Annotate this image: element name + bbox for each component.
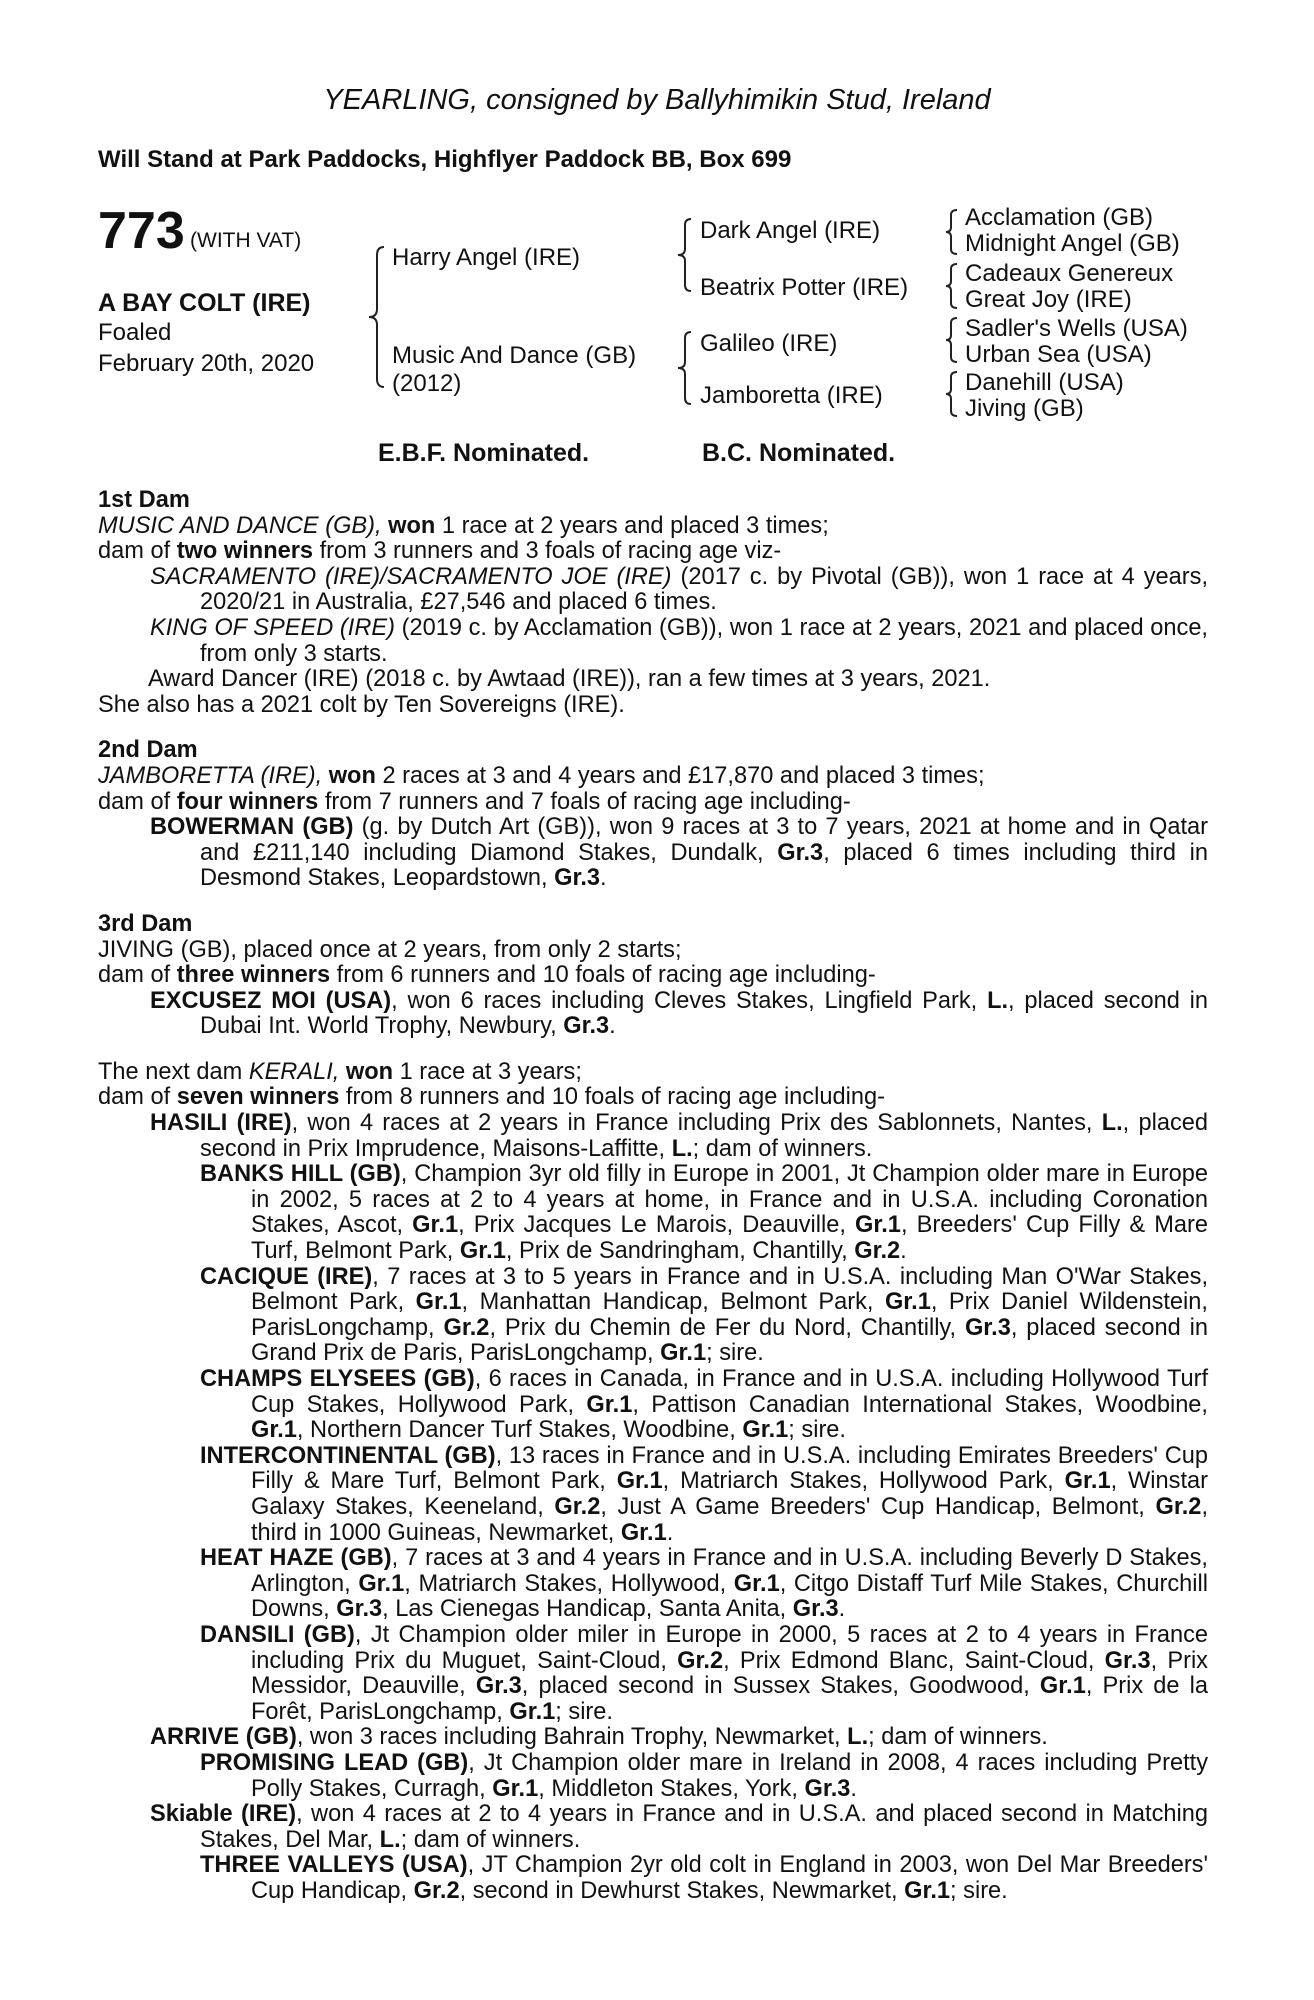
pedigree-brace-g1	[944, 208, 958, 256]
progeny-three-valleys: THREE VALLEYS (USA), JT Champion 2yr old colt in England in 2003, won Del Mar Breeders' Cup Handicap, Gr.2, second in Dewhurst Stakes, Newmarket, Gr.1; sire.	[200, 1852, 1208, 1904]
third-dam-progeny-1: EXCUSEZ MOI (USA), won 6 races including Cleves Stakes, Lingfield Park, L., placed second in Dubai Int. World Trophy, Newbury, Gr.3.	[150, 987, 1209, 1040]
lot-title: A BAY COLT (IRE)	[98, 289, 311, 317]
second-dam-heading: 2nd Dam	[98, 737, 198, 764]
progeny-hasili: HASILI (IRE), won 4 races at 2 years in France including Prix des Sablonnets, Nantes, L., placed second in Prix Imprudence, Maisons-Laffitte, L.; dam of winners.	[150, 1110, 1208, 1162]
second-dam-progeny-1: BOWERMAN (GB) (g. by Dutch Art (GB)), won 9 races at 3 to 7 years, 2021 at home and in Qatar and £211,140 including Diamond Stakes, Dundalk, Gr.3, placed 6 times including third in Desmond Stakes, Leopardstown, Gr.3.	[150, 814, 1209, 892]
pedigree-dam-year: (2012)	[392, 370, 462, 397]
lot-number: 773	[98, 202, 185, 260]
bc-nomination: B.C. Nominated.	[702, 439, 896, 467]
pedigree-g3-6: Urban Sea (USA)	[965, 341, 1152, 368]
pedigree-g3-1: Acclamation (GB)	[965, 204, 1154, 231]
progeny-cacique: CACIQUE (IRE), 7 races at 3 to 5 years in France and in U.S.A. including Man O'War Stakes, Belmont Park, Gr.1, Manhattan Handicap, Belmont Park, Gr.1, Prix Daniel Wildenstein, ParisLongchamp, Gr.2, Prix du Chemin de Fer du Nord, Chantilly, Gr.3, placed second in Grand Prix de Paris, ParisLongchamp, Gr.1; sire.	[200, 1263, 1209, 1367]
pedigree-g3-7: Danehill (USA)	[965, 369, 1124, 396]
first-dam-progeny-1: SACRAMENTO (IRE)/SACRAMENTO JOE (IRE) (2017 c. by Pivotal (GB)), won 1 race at 4 years, 2020/21 in Australia, £27,546 and placed 6 times.	[150, 563, 1208, 616]
pedigree-g3-5: Sadler's Wells (USA)	[965, 315, 1188, 342]
foaled-info	[98, 317, 314, 379]
pedigree-brace-g3	[944, 316, 958, 364]
pedigree-brace-g2	[944, 262, 958, 310]
pedigree-sire-sire: Dark Angel (IRE)	[700, 217, 881, 244]
consignor-line: YEARLING, consigned by Ballyhimikin Stud, Ireland	[323, 84, 991, 116]
first-dam-progeny-2: KING OF SPEED (IRE) (2019 c. by Acclamation (GB)), won 1 race at 2 years, 2021 and placed once, from only 3 starts.	[150, 614, 1208, 667]
stand-location: Will Stand at Park Paddocks, Highflyer Paddock BB, Box 699	[98, 146, 792, 173]
next-dam-line-1: The next dam KERALI, won 1 race at 3 years;	[98, 1058, 582, 1085]
catalogue-text	[98, 488, 1208, 1904]
progeny-dansili: DANSILI (GB), Jt Champion older miler in Europe in 2000, 5 races at 2 to 4 years in France including Prix du Muguet, Saint-Cloud, Gr.2, Prix Edmond Blanc, Saint-Cloud, Gr.3, Prix Messidor, Deauville, Gr.3, placed second in Sussex Stakes, Goodwood, Gr.1, Prix de la Forêt, ParisLongchamp, Gr.1; sire.	[200, 1621, 1209, 1725]
progeny-promising-lead: PROMISING LEAD (GB), Jt Champion older mare in Ireland in 2008, 4 races including Pretty Polly Stakes, Curragh, Gr.1, Middleton Stakes, York, Gr.3.	[200, 1749, 1208, 1802]
first-dam-line-2: dam of two winners from 3 runners and 3 foals of racing age viz-	[98, 538, 782, 565]
third-dam-line-1: JIVING (GB), placed once at 2 years, from only 2 starts;	[98, 936, 682, 963]
pedigree-sire-dam: Beatrix Potter (IRE)	[700, 274, 909, 301]
progeny-heat-haze: HEAT HAZE (GB), 7 races at 3 and 4 years in France and in U.S.A. including Beverly D Stakes, Arlington, Gr.1, Matriarch Stakes, Hollywood, Gr.1, Citgo Distaff Turf Mile Stakes, Churchill Downs, Gr.3, Las Cienegas Handicap, Santa Anita, Gr.3.	[200, 1545, 1208, 1623]
pedigree-brace-sire	[676, 217, 692, 293]
ebf-nomination: E.B.F. Nominated.	[378, 439, 590, 467]
pedigree-brace-g4	[944, 370, 958, 418]
next-dam-line-2: dam of seven winners from 8 runners and 10 foals of racing age including-	[98, 1084, 885, 1111]
pedigree-g3-4: Great Joy (IRE)	[965, 286, 1132, 313]
third-dam-line-2: dam of three winners from 6 runners and 10 foals of racing age including-	[98, 962, 876, 989]
first-dam-progeny-3: Award Dancer (IRE) (2018 c. by Awtaad (IRE)), ran a few times at 3 years, 2021.	[148, 666, 991, 693]
first-dam-note: She also has a 2021 colt by Ten Sovereigns (IRE).	[98, 691, 625, 718]
pedigree-sire: Harry Angel (IRE)	[392, 244, 581, 271]
pedigree-dam-sire: Galileo (IRE)	[700, 330, 838, 357]
pedigree-brace-main	[366, 245, 386, 390]
pedigree-dam: Music And Dance (GB)	[392, 342, 637, 369]
pedigree-brace-dam	[676, 330, 692, 406]
first-dam-heading: 1st Dam	[98, 487, 190, 513]
second-dam-line-2: dam of four winners from 7 runners and 7 foals of racing age including-	[98, 788, 851, 815]
second-dam-line-1: JAMBORETTA (IRE), won 2 races at 3 and 4 years and £17,870 and placed 3 times;	[98, 762, 985, 789]
pedigree-g3-3: Cadeaux Genereux	[965, 260, 1174, 287]
foaled-label: Foaled	[98, 319, 172, 346]
progeny-intercontinental: INTERCONTINENTAL (GB), 13 races in France and in U.S.A. including Emirates Breeders' Cup Filly & Mare Turf, Belmont Park, Gr.1, Matriarch Stakes, Hollywood Park, Gr.1, Winstar Galaxy Stakes, Keeneland, Gr.2, Just A Game Breeders' Cup Handicap, Belmont, Gr.2, third in 1000 Guineas, Newmarket, Gr.1.	[200, 1442, 1209, 1546]
pedigree-g3-8: Jiving (GB)	[965, 395, 1084, 422]
third-dam-heading: 3rd Dam	[98, 910, 193, 937]
first-dam-line-1: MUSIC AND DANCE (GB), won 1 race at 2 years and placed 3 times;	[98, 512, 829, 539]
vat-note: (WITH VAT)	[190, 229, 302, 252]
pedigree-dam-dam: Jamboretta (IRE)	[700, 382, 883, 409]
pedigree-g3-2: Midnight Angel (GB)	[965, 230, 1180, 257]
progeny-champs-elysees: CHAMPS ELYSEES (GB), 6 races in Canada, in France and in U.S.A. including Hollywood Turf Cup Stakes, Hollywood Park, Gr.1, Pattison Canadian International Stakes, Woodbine, Gr.1, Northern Dancer Turf Stakes, Woodbine, Gr.1; sire.	[200, 1366, 1209, 1444]
progeny-banks-hill: BANKS HILL (GB), Champion 3yr old filly in Europe in 2001, Jt Champion older mare in Europe in 2002, 5 races at 2 to 4 years at home, in France and in U.S.A. including Coronation Stakes, Ascot, Gr.1, Prix Jacques Le Marois, Deauville, Gr.1, Breeders' Cup Filly & Mare Turf, Belmont Park, Gr.1, Prix de Sandringham, Chantilly, Gr.2.	[200, 1161, 1208, 1265]
progeny-arrive: ARRIVE (GB), won 3 races including Bahrain Trophy, Newmarket, L.; dam of winners.	[150, 1724, 1048, 1751]
progeny-skiable: Skiable (IRE), won 4 races at 2 to 4 years in France and in U.S.A. and placed second in Matching Stakes, Del Mar, L.; dam of winners.	[150, 1801, 1208, 1853]
foaled-date: February 20th, 2020	[98, 350, 315, 377]
